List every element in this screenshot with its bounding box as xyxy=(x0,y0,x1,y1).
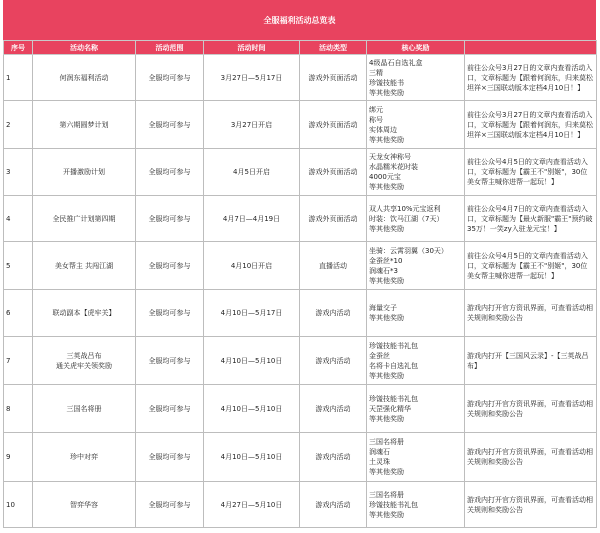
table-row xyxy=(4,55,597,101)
reward-item: 天龙女神称号 xyxy=(369,153,411,161)
event-name xyxy=(33,482,136,528)
reward-item: 时装：饮马江湖（7天） xyxy=(369,214,444,223)
entry-description-text: 前往公众号4月5日的文章内查看活动入口，文章标题为【霸王不"别姬"，30位美女帮主喊你进帮一起玩！】 xyxy=(467,158,588,186)
event-rewards xyxy=(367,196,465,242)
event-rewards xyxy=(367,101,465,149)
event-scope: 全服均可参与 xyxy=(136,149,204,196)
table-row xyxy=(4,242,597,290)
reward-item: 三精 xyxy=(369,68,383,77)
reward-item: 土灵珠 xyxy=(369,458,390,466)
reward-item: 珍馐技能书礼包 xyxy=(369,500,418,509)
event-time: 4月27日—5月10日 xyxy=(204,482,300,528)
event-type: 游戏内活动 xyxy=(300,337,367,385)
event-name xyxy=(33,149,136,196)
reward-item: 三国名将册 xyxy=(369,438,404,446)
col-header-scope: 活动范围 xyxy=(136,41,204,55)
event-time: 4月7日—4月19日 xyxy=(204,196,300,242)
event-type: 游戏内活动 xyxy=(300,385,367,433)
row-number: 6 xyxy=(4,290,33,337)
col-header-no: 序号 xyxy=(4,41,33,55)
event-entry-description xyxy=(465,55,597,101)
event-time: 3月27日—5月17日 xyxy=(204,55,300,101)
reward-item: 珍馐技能书礼包 xyxy=(369,341,418,350)
event-scope: 全服均可参与 xyxy=(136,55,204,101)
event-name xyxy=(33,433,136,482)
event-entry-description xyxy=(465,149,597,196)
event-time: 4月10日—5月10日 xyxy=(204,433,300,482)
row-number: 2 xyxy=(4,101,33,149)
event-entry-description xyxy=(465,433,597,482)
header-row xyxy=(4,41,597,55)
event-type: 游戏外页面活动 xyxy=(300,101,367,149)
event-entry-description xyxy=(465,196,597,242)
reward-item: 海量交子 xyxy=(369,304,397,312)
col-header-time: 活动时间 xyxy=(204,41,300,55)
reward-item: 等其他奖励 xyxy=(369,371,404,380)
reward-item: 金蚕丝 xyxy=(369,351,390,360)
reward-item: 等其他奖励 xyxy=(369,314,404,322)
event-scope: 全服均可参与 xyxy=(136,385,204,433)
reward-item: 金蚕丝*10 xyxy=(369,256,403,265)
event-scope: 全服均可参与 xyxy=(136,101,204,149)
reward-item: 等其他奖励 xyxy=(369,135,404,144)
event-name xyxy=(33,385,136,433)
row-number: 1 xyxy=(4,55,33,101)
reward-item: 等其他奖励 xyxy=(369,414,404,423)
reward-item: 名将卡自选礼包 xyxy=(369,361,418,370)
reward-item: 等其他奖励 xyxy=(369,88,404,97)
reward-item: 4级晶石自选礼盒 xyxy=(369,58,423,67)
table-title: 全服福利活动总览表 xyxy=(3,0,596,40)
event-rewards xyxy=(367,55,465,101)
reward-item: 珍馐技能书 xyxy=(369,78,404,87)
entry-description-text: 前往公众号3月27日的文章内查看活动入口，文章标题为【跟着何润东，归来莫松坦祥×三国联动版本定档4月10日！】 xyxy=(467,63,593,92)
event-entry-description xyxy=(465,337,597,385)
reward-item: 双人共享10%元宝返利 xyxy=(369,204,441,213)
reward-item: 水晶糯米花时装 xyxy=(369,163,418,171)
event-scope: 全服均可参与 xyxy=(136,196,204,242)
row-number: 4 xyxy=(4,196,33,242)
entry-description-text: 前往公众号4月7日的文章内查看活动入口，文章标题为【最火新服"霸王"预约破35万！一笑zy入驻龙元宝！】 xyxy=(467,204,593,233)
event-name xyxy=(33,55,136,101)
event-time: 4月10日开启 xyxy=(204,242,300,290)
event-name-line: 联动副本【虎牢关】 xyxy=(52,309,116,317)
table-row xyxy=(4,149,597,196)
event-name xyxy=(33,290,136,337)
entry-description-text: 游戏内打开官方资讯界面，可查看活动相关规则和奖励公告 xyxy=(467,448,593,466)
event-name xyxy=(33,101,136,149)
reward-item: 天罡强化精华 xyxy=(369,404,411,413)
event-entry-description xyxy=(465,290,597,337)
event-type: 游戏外页面活动 xyxy=(300,149,367,196)
col-header-desc xyxy=(465,41,597,55)
event-name xyxy=(33,242,136,290)
event-entry-description xyxy=(465,101,597,149)
event-name-line: 美女帮主 共闯江湖 xyxy=(54,261,114,270)
reward-item: 绑元 xyxy=(369,105,383,114)
col-header-type: 活动类型 xyxy=(300,41,367,55)
event-name-line: 三英战吕布 xyxy=(66,351,102,360)
reward-item: 等其他奖励 xyxy=(369,510,404,519)
row-number: 9 xyxy=(4,433,33,482)
reward-item: 称号 xyxy=(369,115,383,124)
event-time: 4月5日开启 xyxy=(204,149,300,196)
event-scope: 全服均可参与 xyxy=(136,290,204,337)
event-name-line: 智弈华容 xyxy=(70,500,98,509)
event-rewards xyxy=(367,433,465,482)
reward-item: 等其他奖励 xyxy=(369,183,404,191)
event-rewards xyxy=(367,482,465,528)
reward-item: 等其他奖励 xyxy=(369,224,404,233)
reward-item: 等其他奖励 xyxy=(369,276,404,285)
reward-item: 润魂石*3 xyxy=(369,266,398,275)
event-time: 4月10日—5月10日 xyxy=(204,337,300,385)
event-name xyxy=(33,337,136,385)
event-entry-description xyxy=(465,482,597,528)
reward-item: 珍馐技能书礼包 xyxy=(369,394,418,403)
row-number: 10 xyxy=(4,482,33,528)
reward-item: 4000元宝 xyxy=(369,173,401,181)
event-name-line: 三国名将册 xyxy=(66,404,102,413)
event-rewards xyxy=(367,385,465,433)
event-name-line: 开播激励计划 xyxy=(63,168,105,176)
event-type: 游戏外页面活动 xyxy=(300,55,367,101)
entry-description-text: 游戏内打开官方资讯界面，可查看活动相关规则和奖励公告 xyxy=(467,304,593,322)
row-number: 7 xyxy=(4,337,33,385)
reward-item: 坐骑：云霄羽翼（30天） xyxy=(369,246,448,255)
event-name-line: 珍中对弈 xyxy=(70,453,98,461)
reward-item: 三国名将册 xyxy=(369,490,404,499)
entry-description-text: 前往公众号3月27日的文章内查看活动入口，文章标题为【跟着何润东，归来莫松坦祥×三国联动版本定档4月10日！】 xyxy=(467,110,593,139)
table-row xyxy=(4,290,597,337)
table-row xyxy=(4,385,597,433)
table-body xyxy=(4,55,597,528)
row-number: 5 xyxy=(4,242,33,290)
col-header-name: 活动名称 xyxy=(33,41,136,55)
entry-description-text: 游戏内打开官方资讯界面，可查看活动相关规则和奖励公告 xyxy=(467,399,593,418)
event-time: 4月10日—5月10日 xyxy=(204,385,300,433)
event-type: 直播活动 xyxy=(300,242,367,290)
event-scope: 全服均可参与 xyxy=(136,242,204,290)
reward-item: 润魂石 xyxy=(369,448,390,456)
entry-description-text: 游戏内打开官方资讯界面，可查看活动相关规则和奖励公告 xyxy=(467,495,593,514)
event-rewards xyxy=(367,149,465,196)
event-scope: 全服均可参与 xyxy=(136,337,204,385)
event-table xyxy=(3,40,597,528)
col-header-reward: 核心奖励 xyxy=(367,41,465,55)
event-name-line: 全民推广计划第四期 xyxy=(52,214,116,223)
table-row xyxy=(4,196,597,242)
event-rewards xyxy=(367,242,465,290)
event-entry-description xyxy=(465,385,597,433)
event-name-line: 通关虎牢关领奖励 xyxy=(56,361,112,370)
event-rewards xyxy=(367,290,465,337)
event-name-line: 何润东福利活动 xyxy=(59,73,109,82)
event-time: 4月10日—5月17日 xyxy=(204,290,300,337)
event-type: 游戏内活动 xyxy=(300,482,367,528)
event-entry-description xyxy=(465,242,597,290)
reward-item: 实体周边 xyxy=(369,125,397,134)
table-row xyxy=(4,482,597,528)
table-row xyxy=(4,433,597,482)
event-scope: 全服均可参与 xyxy=(136,433,204,482)
entry-description-text: 前往公众号4月5日的文章内查看活动入口，文章标题为【霸王不"别姬"，30位美女帮主喊你进帮一起玩！】 xyxy=(467,251,588,280)
table-row xyxy=(4,101,597,149)
row-number: 3 xyxy=(4,149,33,196)
row-number: 8 xyxy=(4,385,33,433)
event-name-line: 第六期圆梦计划 xyxy=(59,120,109,129)
event-scope: 全服均可参与 xyxy=(136,482,204,528)
event-time: 3月27日开启 xyxy=(204,101,300,149)
entry-description-text: 游戏内打开【三国风云录】-【三英战吕布】 xyxy=(467,351,589,370)
reward-item: 等其他奖励 xyxy=(369,468,404,476)
table-row xyxy=(4,337,597,385)
event-type: 游戏内活动 xyxy=(300,433,367,482)
event-type: 游戏内活动 xyxy=(300,290,367,337)
event-rewards xyxy=(367,337,465,385)
event-type: 游戏外页面活动 xyxy=(300,196,367,242)
event-name xyxy=(33,196,136,242)
